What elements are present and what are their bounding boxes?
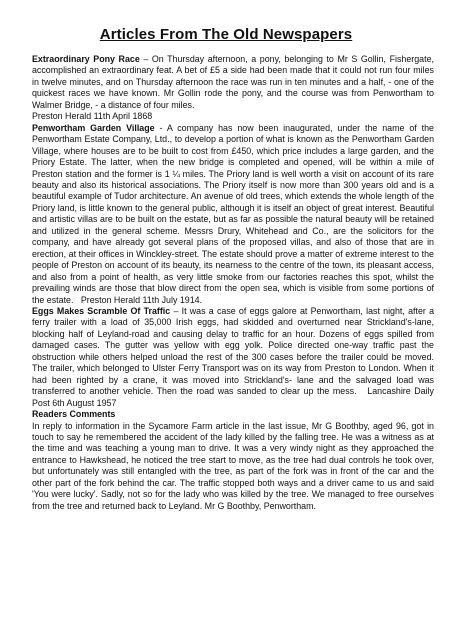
article-body: – On Thursday afternoon, a pony, belonging to Mr S Gollin, Fishergate, accomplished an extraordinary feat. A bet of £5 a side had been made that it could not run four miles in twelve minutes, and on Thursday afternoon the race was run in ten minutes and a half, - one of the quickest races we have known. Mr Gollin rode the pony, and the course was from Penwortham to Walmer Bridge, - a distance of four miles. [32, 54, 434, 110]
article-eggs-traffic [32, 306, 434, 409]
article-heading: Penwortham Garden Village [32, 122, 155, 133]
article-body: – It was a case of eggs galore at Penwortham, last night, after a ferry trailer with a load of 35,000 Irish eggs, had skidded and overturned near Strickland's-lane, blocking half of Leyland-road and causing delay to traffic for an hour. Dozens of eggs spilled from damaged cases. The gutter was yellow with egg yolk. Police directed one-way traffic past the obstruction while others helped unload the rest of the 300 cases before the trailer could be moved. The trailer, which belonged to Ulster Ferry Transport was on its way from Preston to London. When it had been righted by a crane, it was moved into Strickland's- lane and the salvaged load was transferred to another vehicle. Then the road was sanded to clear up the mess. [32, 305, 435, 397]
readers-comments-heading: Readers Comments [32, 409, 116, 420]
page-title: Articles From The Old Newspapers [99, 26, 353, 43]
article-heading: Eggs Makes Scramble Of Traffic [32, 305, 171, 316]
readers-comments-body: In reply to information in the Sycamore Farm article in the last issue, Mr G Boothby, aged 96, got in touch to say he remembered the accident of the lady killed by the falling tree. He was a witness as at the time and was teaching a young man to drive. It was a very windy night as they approached the entrance to Hawkshead, he noticed the tree start to move, as the tree had dual controls he took over, but unfortunately was still entangled with the tree, as part of the fork was in front of the car and the other part of the fork behind the car. The traffic stopped both ways and a driver came to us and said 'You were lucky'. Sadly, not so for the lady who was killed by the tree. We managed to free ourselves from the tree and returned back to Leyland. Mr G Boothby, Penwortham. [32, 420, 434, 511]
article-source: Preston Herald 11th July 1914. [80, 294, 203, 305]
article-source: Lancashire Daily Post 6th August 1957 [32, 386, 434, 408]
article-heading: Extraordinary Pony Race [32, 54, 140, 64]
article-source: Preston Herald 11th April 1868 [32, 111, 153, 122]
article-pony-race [32, 54, 434, 123]
article-body: - A company has now been inaugurated, under the name of the Penwortham Estate Company, Ltd., to develop a portion of what is known as the Penwortham Garden Village, where houses are to be built to cost from £450, which price includes a large garden, and the Priory Estate. The latter, when the new bridge is completed and opened, will be within a mile of Preston station and the former is 1 ¼ miles. The Priory land is well worth a visit on account of its rare beauty and also its historical associations. The Priory itself is now more than 300 years old and is a beautiful example of Tudor architecture. An avenue of old trees, which extends the whole length of the Priory land, is little known to the general public, although it is itself an object of great interest. Beautiful and artistic villas are to be built on the estate, but as far as possible the natural beauty will be retained and utilized in the general scheme. Messrs Drury, Whitehead and Co., are the solicitors for the company, and have already got several plans of the proposed villas, and also of those that are in erection, at their offices in Winckley-street. The estate should prove a matter of extreme interest to the people of Preston on account of its beauty, its nearness to the centre of the town, its pleasant access, and also from a point of health, as very little smoke from our factories reaches this spot, whilst the prevailing winds are those that blow direct from the open sea, which is visible from some portions of the estate. [32, 122, 434, 305]
article-garden-village [32, 123, 434, 306]
